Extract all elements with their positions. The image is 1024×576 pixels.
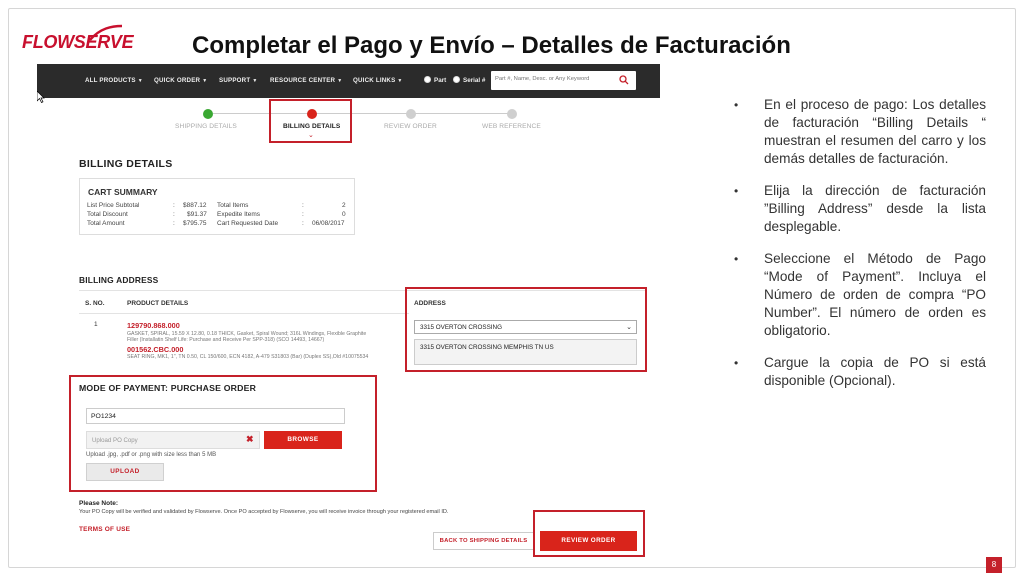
mode-of-payment-title: MODE OF PAYMENT: PURCHASE ORDER	[79, 383, 257, 393]
note-title: Please Note:	[79, 500, 119, 507]
billing-address-select-value: 3315 OVERTON CROSSING	[420, 324, 503, 331]
nav-resource-center[interactable]: RESOURCE CENTER ▼	[270, 77, 343, 84]
chevron-down-icon: ▼	[337, 78, 343, 84]
chevron-down-icon: ⌄	[626, 324, 632, 331]
bullet-dot: •	[734, 184, 739, 198]
cart-value: 06/08/2017	[312, 220, 345, 227]
cart-colon: :	[302, 211, 304, 218]
chevron-down-icon: ▼	[202, 78, 208, 84]
search-input[interactable]	[495, 76, 615, 82]
bullet-item: • Seleccione el Método de Pago “Mode of Payment”. Incluya el Número de orden de compra “PO Number”. El número de orden es obligatorio.	[734, 251, 986, 338]
bullet-item: • Elija la dirección de facturación ”Billing Address” desde la lista desplegable.	[734, 183, 986, 234]
cart-label: Total Items	[217, 202, 249, 209]
clear-icon[interactable]: ✖	[246, 434, 254, 444]
chevron-down-icon: ▼	[397, 78, 403, 84]
logo-text: FLOWSERVE	[22, 32, 134, 52]
divider	[79, 313, 409, 314]
cart-value: $795.75	[183, 220, 207, 227]
cart-colon: :	[302, 202, 304, 209]
cart-value: 2	[342, 202, 346, 209]
billing-details-heading: BILLING DETAILS	[79, 158, 173, 170]
nav-support[interactable]: SUPPORT ▼	[219, 77, 258, 84]
logo-swoosh-icon	[88, 24, 124, 42]
highlight-billing-step	[269, 99, 352, 143]
upload-po-placeholder: Upload PO Copy	[92, 437, 138, 444]
col-product-details: PRODUCT DETAILS	[127, 300, 189, 307]
terms-of-use-link[interactable]: TERMS OF USE	[79, 526, 131, 533]
upload-button[interactable]: UPLOAD	[86, 463, 164, 481]
cart-colon: :	[302, 220, 304, 227]
back-to-shipping-button[interactable]: BACK TO SHIPPING DETAILS	[433, 532, 534, 550]
col-sno: S. NO.	[85, 300, 105, 307]
step-dot-shipping	[203, 109, 213, 119]
product-description: SEAT RING, MK1, 1", TN 0.50, CL 150/600, ECN 4182, A-479 S31803 (Bar) (Duplex SS),Old #10075534	[127, 354, 369, 360]
nav-quick-links[interactable]: QUICK LINKS ▼	[353, 77, 403, 84]
product-number-link[interactable]: 129790.868.000	[127, 321, 180, 330]
cart-summary-title: CART SUMMARY	[88, 187, 158, 197]
bullet-item: • Cargue la copia de PO si está disponible (Opcional).	[734, 355, 986, 388]
search-box	[491, 71, 636, 90]
checkout-screenshot	[37, 64, 660, 560]
cart-label: Cart Requested Date	[217, 220, 279, 227]
highlight-address	[405, 287, 647, 372]
chevron-down-icon: ▼	[137, 78, 143, 84]
cart-value: $887.12	[183, 202, 207, 209]
highlight-payment	[69, 375, 377, 492]
note-text: Your PO Copy will be verified and validated by Flowserve. Once PO accepted by Flowserve, you will receive invoice through your registered email ID.	[79, 509, 449, 515]
instruction-bullets	[734, 96, 986, 404]
cart-summary-box	[79, 178, 355, 235]
address-full: 3315 OVERTON CROSSING MEMPHIS TN US	[420, 344, 554, 351]
cart-value: 0	[342, 211, 346, 218]
bullet-dot: •	[734, 252, 739, 266]
bullet-dot: •	[734, 98, 739, 112]
billing-address-heading: BILLING ADDRESS	[79, 275, 159, 285]
col-address: ADDRESS	[414, 300, 446, 307]
cart-colon: :	[173, 211, 175, 218]
step-shipping-details[interactable]: SHIPPING DETAILS	[175, 123, 237, 130]
radio-part-label: Part	[434, 77, 447, 84]
step-review-order[interactable]: REVIEW ORDER	[384, 123, 437, 130]
radio-serial[interactable]	[453, 76, 460, 83]
radio-serial-label: Serial #	[463, 77, 486, 84]
page-number: 8	[986, 557, 1002, 573]
product-description: GASKET, SPIRAL, 15.59 X 12.80, 0.18 THICK, Gasket, Spiral Wound; 316L Windings, Flexible Graphite	[127, 331, 367, 337]
cart-label: Total Amount	[87, 220, 125, 227]
upload-hint: Upload .jpg, .pdf or .png with size less than 5 MB	[86, 452, 217, 458]
bullet-item: • En el proceso de pago: Los detalles de facturación “Billing Details “ muestran el resumen del carro y los demás detalles de facturación.	[734, 97, 986, 166]
step-web-reference[interactable]: WEB REFERENCE	[482, 123, 541, 130]
product-number-link[interactable]: 001562.CBC.000	[127, 345, 184, 354]
chevron-down-icon: ⌄	[308, 132, 314, 139]
nav-all-products[interactable]: ALL PRODUCTS ▼	[85, 77, 143, 84]
cart-label: List Price Subtotal	[87, 202, 140, 209]
radio-part[interactable]	[424, 76, 431, 83]
step-dot-review	[406, 109, 416, 119]
cart-value: $91.37	[187, 211, 207, 218]
cart-label: Expedite Items	[217, 211, 260, 218]
search-icon[interactable]	[619, 75, 629, 85]
po-number-value: PO1234	[91, 413, 116, 420]
browse-button[interactable]: BROWSE	[264, 431, 342, 449]
cart-colon: :	[173, 220, 175, 227]
chevron-down-icon: ▼	[252, 78, 258, 84]
cart-label: Total Discount	[87, 211, 128, 218]
cart-colon: :	[173, 202, 175, 209]
highlight-review-button	[533, 510, 645, 557]
slide-title: Completar el Pago y Envío – Detalles de Facturación	[192, 32, 791, 59]
nav-quick-order[interactable]: QUICK ORDER ▼	[154, 77, 208, 84]
review-order-button[interactable]: REVIEW ORDER	[540, 531, 637, 551]
product-description: Filler (Installatin Shelf Life: Purchase and Receive Per SPP-318) (SCO 14493, 14667)	[127, 337, 325, 343]
step-dot-web-reference	[507, 109, 517, 119]
bullet-dot: •	[734, 356, 739, 370]
step-billing-details[interactable]: BILLING DETAILS	[283, 123, 341, 130]
mouse-cursor-icon	[37, 91, 45, 103]
row-number: 1	[94, 321, 98, 328]
top-navbar	[37, 64, 660, 98]
stepper-line	[213, 113, 509, 114]
